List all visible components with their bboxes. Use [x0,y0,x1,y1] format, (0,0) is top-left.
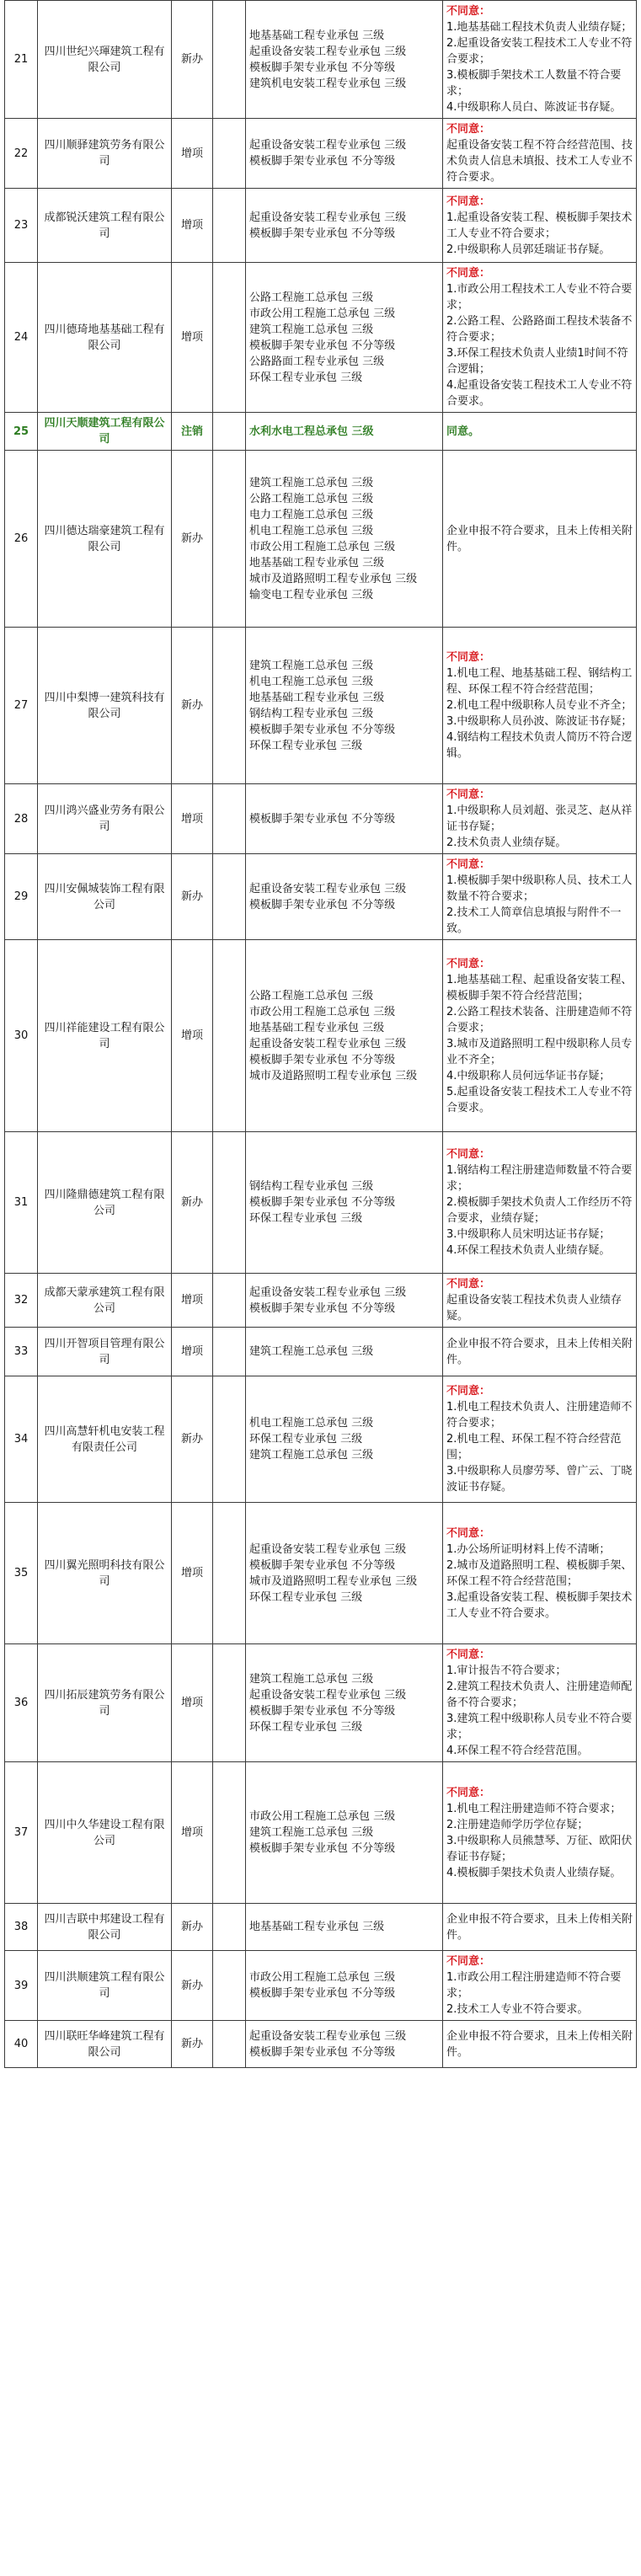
row-number: 22 [5,119,38,189]
opinion-item: 3.建筑工程中级职称人员专业不符合要求； [446,1713,633,1741]
qualification-item: 机电工程施工总承包 三级 [249,675,374,688]
qualification-list [246,119,443,189]
qualification-item: 起重设备安装工程专业承包 三级 [249,1542,407,1556]
table-row [5,1951,637,2021]
company-name: 四川世纪兴琿建筑工程有限公司 [38,1,172,119]
opinion-item: 企业申报不符合要求，且未上传相关附件。 [446,2029,633,2059]
opinion-item: 3.中级职称人员宋明达证书存疑； [446,1228,611,1241]
row-number: 29 [5,854,38,940]
action-cell [213,854,246,940]
row-number: 28 [5,784,38,854]
application-type: 增项 [172,1503,213,1644]
row-number: 33 [5,1328,38,1376]
table-row [5,1,637,119]
row-number: 24 [5,263,38,413]
table-row [5,1132,637,1274]
qualification-list [246,1376,443,1503]
action-cell [213,451,246,628]
action-cell [213,1132,246,1274]
table-row [5,1644,637,1762]
opinion-item: 企业申报不符合要求，且未上传相关附件。 [446,1912,633,1942]
table-row [5,854,637,940]
row-number: 40 [5,2021,38,2068]
qualification-list [246,784,443,854]
row-number: 38 [5,1904,38,1951]
opinion-item: 2.建筑工程技术负责人、注册建造师配备不符合要求； [446,1681,633,1709]
company-name: 成都天蒙承建筑工程有限公司 [38,1274,172,1328]
company-name: 四川德琦地基基础工程有限公司 [38,263,172,413]
opinion-item: 3.中级职称人员廖劳琴、曾广云、丁晓波证书存疑。 [446,1465,633,1494]
opinion-item: 企业申报不符合要求，且未上传相关附件。 [446,1337,633,1366]
qualification-item: 起重设备安装工程专业承包 三级 [249,45,407,58]
row-number: 21 [5,1,38,119]
review-opinion [443,1503,637,1644]
table-row [5,2021,637,2068]
review-opinion [443,413,637,451]
opinion-item: 2.起重设备安装工程技术工人专业不符合要求； [446,37,633,66]
qualification-item: 模板脚手架专业承包 不分等级 [249,227,396,240]
qualification-item: 市政公用工程施工总承包 三级 [249,1005,396,1018]
row-number: 30 [5,940,38,1132]
opinion-item: 1.市政公用工程技术工人专业不符合要求； [446,283,633,312]
opinion-item: 2.技术负责人业绩存疑。 [446,836,567,849]
review-opinion [443,1644,637,1762]
qualification-item: 模板脚手架专业承包 不分等级 [249,2045,396,2059]
opinion-item: 4.中级职称人员白、陈波证书存疑。 [446,101,622,114]
application-type: 新办 [172,1951,213,2021]
opinion-item: 2.机电工程中级职称人员专业不齐全； [446,699,633,712]
opinion-heading: 不同意： [446,1526,491,1540]
company-name: 四川顺驿建筑劳务有限公司 [38,119,172,189]
application-type: 新办 [172,1376,213,1503]
action-cell [213,413,246,451]
row-number: 39 [5,1951,38,2021]
qualification-item: 模板脚手架专业承包 不分等级 [249,1301,396,1315]
qualification-item: 模板脚手架专业承包 不分等级 [249,1842,396,1855]
action-cell [213,784,246,854]
row-number: 32 [5,1274,38,1328]
application-type: 新办 [172,1904,213,1951]
qualification-list [246,189,443,263]
review-opinion [443,628,637,784]
table-row [5,451,637,628]
qualification-list [246,1644,443,1762]
action-cell [213,189,246,263]
opinion-item: 3.起重设备安装工程、模板脚手架技术工人专业不符合要求。 [446,1590,633,1620]
application-type: 新办 [172,1,213,119]
review-opinion [443,1376,637,1503]
company-name: 四川祥能建设工程有限公司 [38,940,172,1132]
opinion-item: 3.环保工程技术负责人业绩1时间不符合逻辑； [446,347,628,376]
opinion-item: 1.起重设备安装工程、模板脚手架技术工人专业不符合要求； [446,211,633,240]
opinion-item: 1.中级职称人员刘超、张灵芝、赵从祥证书存疑； [446,804,633,833]
qualification-item: 电力工程施工总承包 三级 [249,508,374,521]
opinion-item: 企业申报不符合要求，且未上传相关附件。 [446,524,633,553]
action-cell [213,2021,246,2068]
review-opinion [443,2021,637,2068]
opinion-item: 2.公路工程技术装备、注册建造师不符合要求； [446,1005,633,1034]
company-name: 四川吉联中邦建设工程有限公司 [38,1904,172,1951]
row-number: 26 [5,451,38,628]
qualification-item: 环保工程专业承包 三级 [249,371,363,384]
qualification-item: 起重设备安装工程专业承包 三级 [249,139,407,152]
review-opinion [443,1132,637,1274]
qualification-item: 机电工程施工总承包 三级 [249,1417,374,1430]
company-name: 四川开智项目管理有限公司 [38,1328,172,1376]
opinion-item: 1.机电工程技术负责人、注册建造师不符合要求； [446,1401,633,1430]
review-opinion [443,854,637,940]
action-cell [213,628,246,784]
application-type: 新办 [172,1132,213,1274]
table-row [5,1328,637,1376]
qualification-item: 模板脚手架专业承包 不分等级 [249,1704,396,1718]
opinion-item: 4.模板脚手架技术负责人业绩存疑。 [446,1866,622,1879]
opinion-item: 4.钢结构工程技术负责人简历不符合逻辑。 [446,731,633,760]
qualification-item: 环保工程专业承包 三级 [249,1590,363,1604]
review-opinion [443,1328,637,1376]
review-opinion [443,784,637,854]
qualification-item: 地基基础工程专业承包 三级 [249,556,385,569]
qualification-item: 模板脚手架专业承包 不分等级 [249,1196,396,1209]
action-cell [213,1762,246,1904]
company-name: 四川安佩城装饰工程有限公司 [38,854,172,940]
qualification-item: 环保工程专业承包 三级 [249,1720,363,1734]
qualification-item: 地基基础工程专业承包 三级 [249,1021,385,1034]
qualification-item: 钢结构工程专业承包 三级 [249,707,374,720]
opinion-item: 起重设备安装工程技术负责人业绩存疑。 [446,1294,622,1323]
qualification-item: 市政公用工程施工总承包 三级 [249,307,396,320]
action-cell [213,940,246,1132]
qualification-item: 建筑工程施工总承包 三级 [249,1449,374,1462]
action-cell [213,1328,246,1376]
opinion-heading: 不同意： [446,1955,491,1968]
application-type: 增项 [172,1644,213,1762]
qualification-item: 模板脚手架专业承包 不分等级 [249,155,396,168]
qualification-item: 钢结构工程专业承包 三级 [249,1180,374,1193]
opinion-heading: 不同意： [446,1385,491,1398]
qualification-item: 起重设备安装工程专业承包 三级 [249,1037,407,1050]
company-name: 四川隆鼎德建筑工程有限公司 [38,1132,172,1274]
qualification-item: 建筑工程施工总承包 三级 [249,323,374,336]
table-row [5,784,637,854]
qualification-item: 模板脚手架专业承包 不分等级 [249,339,396,352]
action-cell [213,1951,246,2021]
qualification-item: 建筑工程施工总承包 三级 [249,659,374,672]
review-opinion [443,451,637,628]
qualification-list [246,1328,443,1376]
opinion-heading: 不同意： [446,788,491,801]
application-type: 增项 [172,1762,213,1904]
review-opinion [443,263,637,413]
qualification-item: 地基基础工程专业承包 三级 [249,691,385,704]
row-number: 36 [5,1644,38,1762]
qualification-item: 机电工程施工总承包 三级 [249,524,374,537]
company-name: 四川拓辰建筑劳务有限公司 [38,1644,172,1762]
qualification-item: 市政公用工程施工总承包 三级 [249,540,396,553]
qualification-list [246,1904,443,1951]
table-row [5,1274,637,1328]
action-cell [213,1376,246,1503]
table-row [5,1503,637,1644]
opinion-item: 5.起重设备安装工程技术工人专业不符合要求。 [446,1085,633,1114]
qualification-item: 公路工程施工总承包 三级 [249,291,374,304]
opinion-item: 3.模板脚手架技术工人数量不符合要求； [446,69,622,98]
qualification-item: 市政公用工程施工总承包 三级 [249,1971,396,1984]
qualification-list [246,451,443,628]
qualification-list [246,1762,443,1904]
opinion-item: 1.机电工程注册建造师不符合要求； [446,1802,622,1815]
opinion-heading: 不同意： [446,957,491,970]
opinion-item: 1.钢结构工程注册建造师数量不符合要求； [446,1164,633,1193]
table-row [5,119,637,189]
qualification-list [246,413,443,451]
opinion-item: 3.城市及道路照明工程中级职称人员专业不齐全； [446,1037,633,1066]
qualification-list [246,2021,443,2068]
qualification-item: 水利水电工程总承包 三级 [249,425,374,438]
opinion-heading: 不同意： [446,195,491,208]
opinion-heading: 不同意： [446,858,491,871]
opinion-item: 1.模板脚手架中级职称人员、技术工人数量不符合要求； [446,874,633,903]
opinion-item: 4.中级职称人员何远华证书存疑； [446,1069,611,1082]
table-row [5,628,637,784]
review-table [4,0,637,2068]
qualification-item: 模板脚手架专业承包 不分等级 [249,723,396,736]
action-cell [213,1503,246,1644]
action-cell [213,119,246,189]
qualification-item: 建筑工程施工总承包 三级 [249,1826,374,1839]
opinion-item: 同意。 [446,425,480,438]
company-name: 四川高慧轩机电安装工程有限责任公司 [38,1376,172,1503]
row-number: 25 [5,413,38,451]
row-number: 34 [5,1376,38,1503]
row-number: 35 [5,1503,38,1644]
opinion-heading: 不同意： [446,1649,491,1661]
qualification-item: 起重设备安装工程专业承包 三级 [249,882,407,895]
qualification-item: 市政公用工程施工总承包 三级 [249,1810,396,1823]
opinion-item: 2.城市及道路照明工程、模板脚手架、环保工程不符合经营范围； [446,1558,633,1588]
qualification-list [246,1503,443,1644]
opinion-item: 1.审计报告不符合要求； [446,1665,567,1677]
company-name: 四川德达瑞豪建筑工程有限公司 [38,451,172,628]
qualification-item: 模板脚手架专业承包 不分等级 [249,61,396,74]
qualification-list [246,1132,443,1274]
qualification-item: 模板脚手架专业承包 不分等级 [249,812,396,826]
qualification-item: 地基基础工程专业承包 三级 [249,29,385,42]
table-row [5,189,637,263]
qualification-item: 环保工程专业承包 三级 [249,739,363,752]
qualification-item: 公路路面工程专业承包 三级 [249,355,385,368]
company-name: 四川中梨博一建筑科技有限公司 [38,628,172,784]
application-type: 增项 [172,1328,213,1376]
qualification-list [246,940,443,1132]
opinion-item: 1.地基基础工程技术负责人业绩存疑； [446,21,633,34]
row-number: 27 [5,628,38,784]
row-number: 23 [5,189,38,263]
action-cell [213,263,246,413]
opinion-item: 4.起重设备安装工程技术工人专业不符合要求。 [446,379,633,408]
qualification-item: 城市及道路照明工程专业承包 三级 [249,1069,418,1082]
company-name: 四川鸿兴盛业劳务有限公司 [38,784,172,854]
opinion-item: 3.中级职称人员熊慧琴、万征、欧阳伏春证书存疑； [446,1834,633,1863]
company-name: 四川联旺华峰建筑工程有限公司 [38,2021,172,2068]
row-number: 31 [5,1132,38,1274]
opinion-item: 2.模板脚手架技术负责人工作经历不符合要求，业绩存疑； [446,1196,633,1225]
opinion-item: 2.技术工人简章信息填报与附件不一致。 [446,906,622,935]
company-name: 四川中久华建设工程有限公司 [38,1762,172,1904]
application-type: 增项 [172,263,213,413]
qualification-item: 起重设备安装工程专业承包 三级 [249,1688,407,1702]
qualification-item: 建筑机电安装工程专业承包 三级 [249,77,407,90]
table-row [5,940,637,1132]
opinion-item: 2.公路工程、公路路面工程技术装备不符合要求； [446,315,633,344]
qualification-item: 建筑工程施工总承包 三级 [249,1345,374,1358]
action-cell [213,1644,246,1762]
opinion-item: 2.机电工程、环保工程不符合经营范围； [446,1433,622,1462]
opinion-item: 1.机电工程、地基基础工程、钢结构工程、环保工程不符合经营范围； [446,667,633,696]
opinion-heading: 不同意： [446,1786,491,1799]
opinion-heading: 不同意： [446,123,491,136]
qualification-item: 输变电工程专业承包 三级 [249,588,374,601]
opinion-heading: 不同意： [446,267,491,280]
qualification-list [246,1274,443,1328]
opinion-item: 1.地基基础工程、起重设备安装工程、模板脚手架不符合经营范围； [446,973,633,1002]
qualification-item: 环保工程专业承包 三级 [249,1212,363,1225]
qualification-item: 起重设备安装工程专业承包 三级 [249,1285,407,1299]
table-row [5,1762,637,1904]
action-cell [213,1274,246,1328]
qualification-item: 公路工程施工总承包 三级 [249,989,374,1002]
qualification-list [246,1951,443,2021]
action-cell [213,1,246,119]
review-opinion [443,1762,637,1904]
review-opinion [443,1,637,119]
company-name: 成都锐沃建筑工程有限公司 [38,189,172,263]
qualification-item: 模板脚手架专业承包 不分等级 [249,1053,396,1066]
opinion-item: 1.办公场所证明材料上传不清晰； [446,1542,611,1556]
company-name: 四川洪顺建筑工程有限公司 [38,1951,172,2021]
opinion-item: 3.中级职称人员孙波、陈波证书存疑； [446,715,633,728]
review-opinion [443,1951,637,2021]
application-type: 增项 [172,189,213,263]
qualification-item: 公路工程施工总承包 三级 [249,492,374,505]
table-row [5,413,637,451]
review-table-body [5,1,637,2068]
opinion-heading: 不同意： [446,651,491,664]
application-type: 增项 [172,1274,213,1328]
application-type: 注销 [172,413,213,451]
company-name: 四川翼光照明科技有限公司 [38,1503,172,1644]
qualification-list [246,628,443,784]
opinion-heading: 不同意： [446,5,491,18]
qualification-item: 城市及道路照明工程专业承包 三级 [249,1574,418,1588]
table-row [5,1376,637,1503]
qualification-item: 城市及道路照明工程专业承包 三级 [249,572,418,585]
review-opinion [443,1274,637,1328]
qualification-item: 模板脚手架专业承包 不分等级 [249,1987,396,2000]
review-opinion [443,940,637,1132]
opinion-item: 2.中级职称人员郭廷瑞证书存疑。 [446,243,611,256]
row-number: 37 [5,1762,38,1904]
opinion-item: 4.环保工程不符合经营范围。 [446,1745,589,1757]
opinion-item: 2.技术工人专业不符合要求。 [446,2003,589,2016]
application-type: 新办 [172,2021,213,2068]
opinion-item: 1.市政公用工程注册建造师不符合要求； [446,1971,622,2000]
opinion-heading: 不同意： [446,1148,491,1161]
qualification-list [246,1,443,119]
application-type: 增项 [172,784,213,854]
opinion-item: 4.环保工程技术负责人业绩存疑。 [446,1244,611,1257]
company-name: 四川天顺建筑工程有限公司 [38,413,172,451]
qualification-item: 建筑工程施工总承包 三级 [249,1672,374,1686]
opinion-item: 2.注册建造师学历学位存疑； [446,1818,589,1831]
action-cell [213,1904,246,1951]
application-type: 新办 [172,628,213,784]
application-type: 新办 [172,451,213,628]
review-opinion [443,1904,637,1951]
qualification-item: 模板脚手架专业承包 不分等级 [249,898,396,911]
qualification-item: 起重设备安装工程专业承包 三级 [249,211,407,224]
qualification-item: 模板脚手架专业承包 不分等级 [249,1558,396,1572]
application-type: 增项 [172,119,213,189]
review-opinion [443,189,637,263]
qualification-item: 起重设备安装工程专业承包 三级 [249,2029,407,2043]
qualification-item: 建筑工程施工总承包 三级 [249,476,374,489]
opinion-item: 起重设备安装工程不符合经营范围、技术负责人信息未填报、技术工人专业不符合要求。 [446,139,633,184]
qualification-item: 地基基础工程专业承包 三级 [249,1921,385,1933]
table-row [5,263,637,413]
application-type: 增项 [172,940,213,1132]
review-opinion [443,119,637,189]
application-type: 新办 [172,854,213,940]
qualification-list [246,263,443,413]
opinion-heading: 不同意： [446,1278,491,1291]
qualification-list [246,854,443,940]
qualification-item: 环保工程专业承包 三级 [249,1433,363,1446]
table-row [5,1904,637,1951]
